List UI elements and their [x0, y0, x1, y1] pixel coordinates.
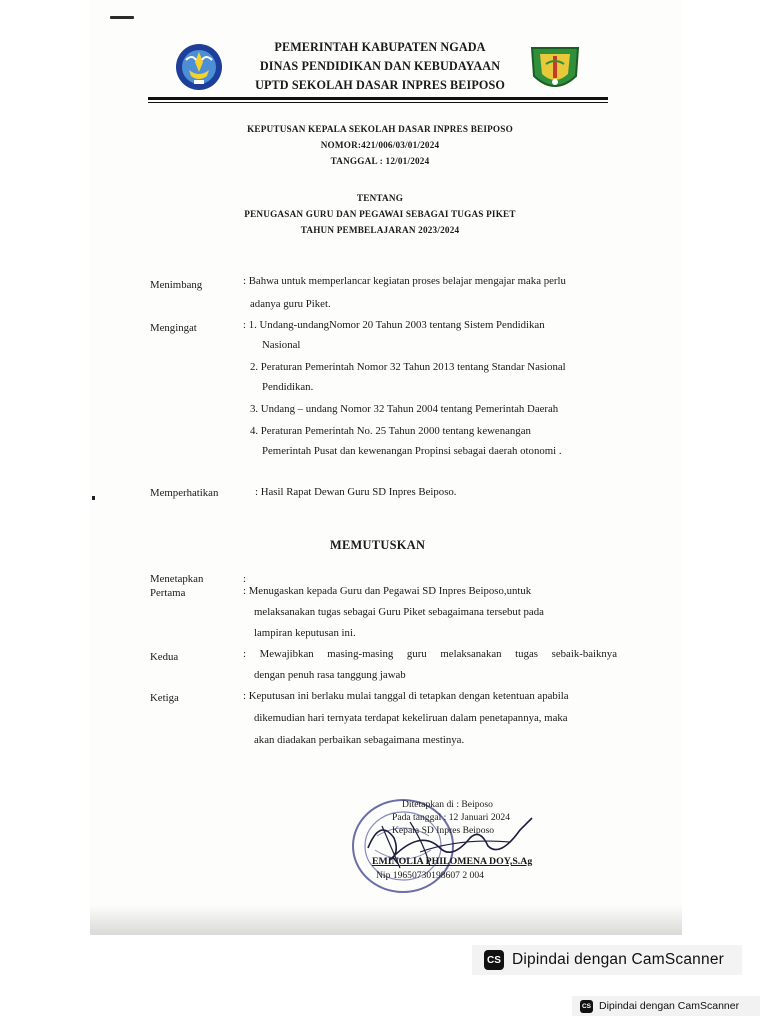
camscanner-watermark-large [472, 945, 742, 975]
tut-wuri-handayani-logo [172, 42, 226, 92]
menimbang-label: Menimbang [150, 279, 203, 291]
decree-date: TANGGAL : 12/01/2024 [330, 156, 430, 166]
decree-subject [180, 190, 580, 238]
memperhatikan-text: : Hasil Rapat Dewan Guru SD Inpres Beiposo. [255, 486, 457, 498]
mengingat-item-3: 3. Undang – undang Nomor 32 Tahun 2004 tentang Pemerintah Daerah [250, 403, 559, 415]
camscanner-text-small: Dipindai dengan CamScanner [599, 1000, 740, 1012]
ketiga-line-3: akan diadakan perbaikan sebagaimana mestinya. [254, 734, 465, 746]
signatory-nip: Nip 19650730198607 2 004 [376, 870, 484, 881]
scan-mark [110, 16, 134, 19]
subject-line-1: PENUGASAN GURU DAN PEGAWAI SEBAGAI TUGAS PIKET [244, 209, 516, 219]
camscanner-icon-small: CS [580, 1000, 593, 1013]
memperhatikan-label: Memperhatikan [150, 487, 219, 499]
pertama-line-1: : Menugaskan kepada Guru dan Pegawai SD Inpres Beiposo,untuk [243, 585, 532, 597]
signature-position: Kepala SD Inpres Beiposo [392, 825, 495, 836]
menetapkan-label: Menetapkan [150, 573, 204, 585]
page-bottom-shadow [90, 905, 682, 935]
camscanner-icon: CS [484, 950, 504, 970]
mengingat-item-4: 4. Peraturan Pemerintah No. 25 Tahun 2000 tentang kewenangan [250, 425, 531, 437]
subject-heading: TENTANG [356, 193, 404, 203]
kedua-line-2: dengan penuh rasa tanggung jawab [254, 669, 406, 681]
decree-header [180, 121, 580, 169]
decree-number: NOMOR:421/006/03/01/2024 [320, 140, 440, 150]
scan-speck [92, 496, 95, 500]
letterhead-rule-thin [148, 102, 608, 103]
ketiga-line-1: : Keputusan ini berlaku mulai tanggal di tetapkan dengan ketentuan apabila [243, 690, 569, 702]
pertama-line-3: lampiran keputusan ini. [254, 627, 356, 639]
mengingat-item-4-cont: Pemerintah Pusat dan kewenangan Propinsi sebagai daerah otonomi . [262, 445, 562, 457]
subject-line-2: TAHUN PEMBELAJARAN 2023/2024 [300, 225, 460, 235]
signature-place: Ditetapkan di : Beiposo [402, 799, 493, 810]
kedua-line-1: : Mewajibkan masing-masing guru melaksanakan tugas sebaik-baiknya [243, 648, 617, 660]
letterhead-line-department: DINAS PENDIDIKAN DAN KEBUDAYAAN [259, 59, 501, 73]
decree-title: KEPUTUSAN KEPALA SEKOLAH DASAR INPRES BEIPOSO [247, 124, 513, 134]
menimbang-line-2: adanya guru Piket. [250, 298, 331, 310]
ketiga-label: Ketiga [150, 692, 179, 704]
signatory-name: EMINOLIA PHILOMENA DOY,S.Ag [372, 856, 533, 867]
pertama-line-2: melaksanakan tugas sebagai Guru Piket sebagaimana tersebut pada [254, 606, 544, 618]
menetapkan-colon: : [243, 573, 246, 585]
letterhead-line-school: UPTD SEKOLAH DASAR INPRES BEIPOSO [255, 78, 505, 92]
camscanner-watermark-small [572, 996, 760, 1016]
mengingat-item-2-cont: Pendidikan. [262, 381, 314, 393]
signature-date: Pada tanggal : 12 Januari 2024 [392, 812, 511, 823]
ketiga-line-2: dikemudian hari ternyata terdapat kekeliruan dalam penetapannya, maka [254, 712, 568, 724]
menimbang-line-1: : Bahwa untuk memperlancar kegiatan proses belajar mengajar maka perlu [243, 275, 566, 287]
letterhead-rule-thick [148, 97, 608, 100]
mengingat-item-1: : 1. Undang-undangNomor 20 Tahun 2003 tentang Sistem Pendidikan [243, 319, 545, 331]
letterhead-line-government: PEMERINTAH KABUPATEN NGADA [274, 40, 486, 54]
decision-heading: MEMUTUSKAN [330, 538, 426, 552]
mengingat-label: Mengingat [150, 322, 197, 334]
pertama-label: Pertama [150, 587, 186, 599]
mengingat-item-1-cont: Nasional [262, 339, 301, 351]
mengingat-item-2: 2. Peraturan Pemerintah Nomor 32 Tahun 2013 tentang Standar Nasional [250, 361, 566, 373]
ngada-regency-emblem [528, 42, 582, 96]
kedua-label: Kedua [150, 651, 179, 663]
letterhead-text [240, 38, 520, 95]
camscanner-text-large: Dipindai dengan CamScanner [512, 951, 724, 968]
